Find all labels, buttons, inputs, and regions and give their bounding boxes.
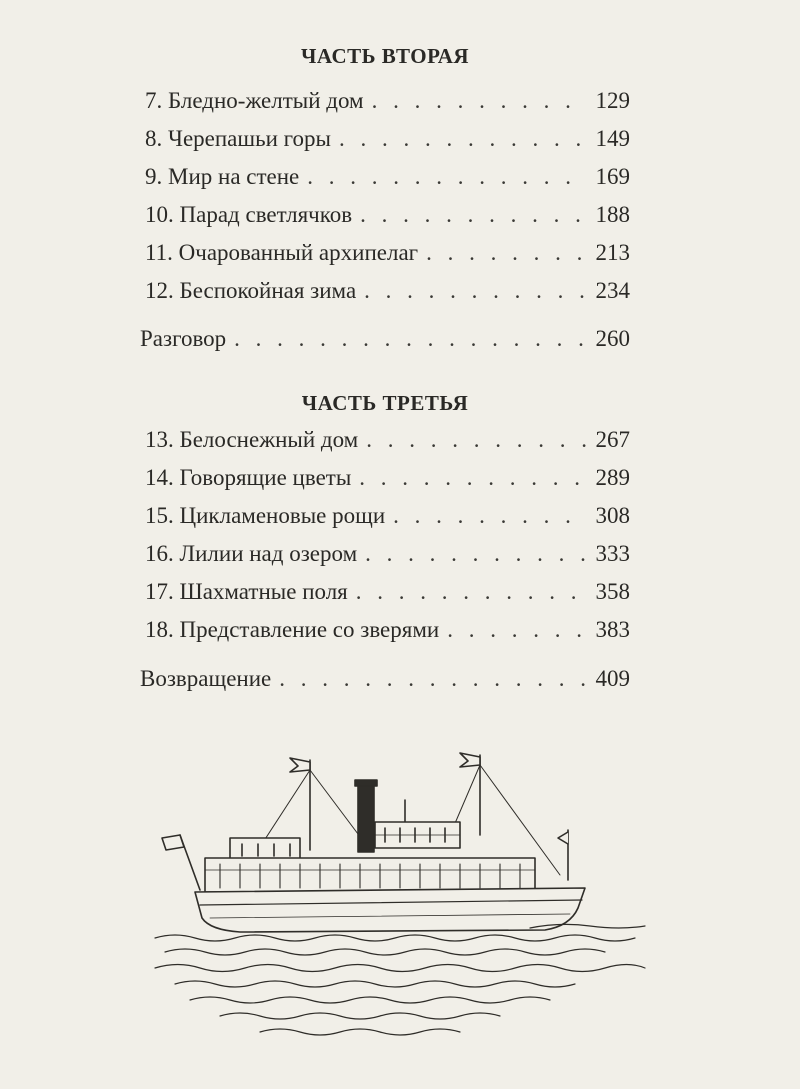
toc-entry xyxy=(145,124,630,154)
toc-entry-page: 308 xyxy=(595,503,630,528)
toc-entry-label: 13. Белоснежный дом xyxy=(145,427,359,452)
toc-entry xyxy=(145,200,630,230)
dot-leader xyxy=(365,539,587,569)
toc-entry xyxy=(145,86,630,116)
toc-entry-page: 333 xyxy=(595,541,630,566)
dot-leader xyxy=(307,162,587,192)
part-two-title: ЧАСТЬ ВТОРАЯ xyxy=(300,44,470,68)
dot-leader xyxy=(426,238,587,268)
dot-leader xyxy=(360,200,587,230)
part-three-title: ЧАСТЬ ТРЕТЬЯ xyxy=(301,391,469,415)
toc-entry-label: 15. Цикламеновые рощи xyxy=(145,503,386,528)
dot-leader xyxy=(356,577,588,607)
dot-leader xyxy=(372,86,588,116)
dot-leader xyxy=(234,324,587,354)
toc-entry-page: 383 xyxy=(595,617,630,642)
toc-entry xyxy=(145,615,630,645)
dot-leader xyxy=(279,664,587,694)
dot-leader xyxy=(447,615,587,645)
dot-leader xyxy=(364,276,587,306)
toc-entry-label: Возвращение xyxy=(140,666,272,691)
toc-entry-label: 10. Парад светлячков xyxy=(145,202,353,227)
toc-entry-page: 409 xyxy=(595,666,630,691)
toc-entry xyxy=(145,463,630,493)
toc-entry-label: 14. Говорящие цветы xyxy=(145,465,352,490)
dot-leader xyxy=(366,425,587,455)
toc-entry-interlude xyxy=(140,324,630,354)
toc-entry-epilogue xyxy=(140,664,630,694)
toc-entry-page: 129 xyxy=(595,88,630,113)
toc-entry-label: 8. Черепашьи горы xyxy=(145,126,331,151)
toc-entry xyxy=(145,238,630,268)
toc-entry xyxy=(145,276,630,306)
toc-entry-page: 267 xyxy=(595,427,630,452)
toc-entry-page: 260 xyxy=(595,326,630,351)
toc-entry-page: 358 xyxy=(595,579,630,604)
toc-entry-label: 7. Бледно-желтый дом xyxy=(145,88,364,113)
toc-entry xyxy=(145,425,630,455)
toc-entry-page: 149 xyxy=(595,126,630,151)
steamship-illustration xyxy=(150,740,650,1050)
toc-entry-page: 169 xyxy=(595,164,630,189)
dot-leader xyxy=(359,463,587,493)
toc-entry-label: 17. Шахматные поля xyxy=(145,579,348,604)
toc-entry-label: 12. Беспокойная зима xyxy=(145,278,357,303)
toc-entry-label: 18. Представление со зверями xyxy=(145,617,440,642)
toc-entry-page: 289 xyxy=(595,465,630,490)
toc-entry xyxy=(145,501,630,531)
toc-entry xyxy=(145,577,630,607)
toc-entry-label: 9. Мир на стене xyxy=(145,164,300,189)
toc-entry-page: 234 xyxy=(595,278,630,303)
toc-entry-label: 16. Лилии над озером xyxy=(145,541,358,566)
toc-entry-label: 11. Очарованный архипелаг xyxy=(145,240,419,265)
toc-entry-page: 188 xyxy=(595,202,630,227)
dot-leader xyxy=(393,501,587,531)
toc-entry-label: Разговор xyxy=(140,326,227,351)
dot-leader xyxy=(339,124,588,154)
toc-entry-page: 213 xyxy=(595,240,630,265)
toc-entry xyxy=(145,539,630,569)
toc-entry xyxy=(145,162,630,192)
